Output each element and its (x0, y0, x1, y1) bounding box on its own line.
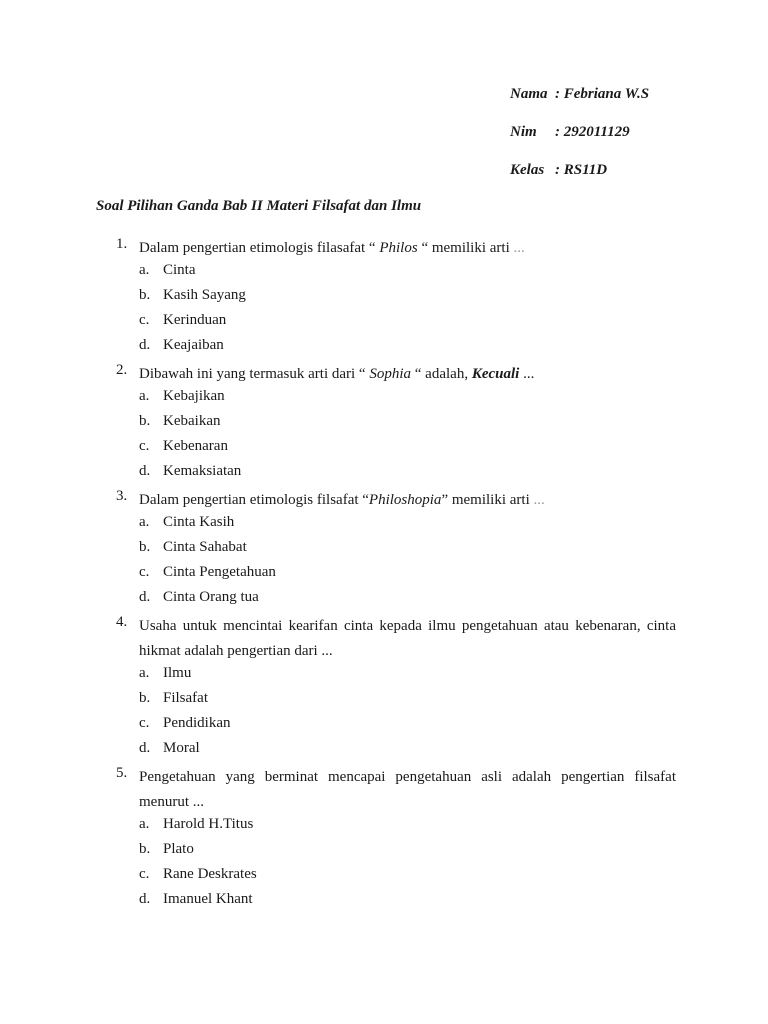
question-text (139, 765, 676, 815)
question-text-line-2: menurut ... (139, 794, 204, 810)
question-text (139, 614, 676, 664)
question-text: Dalam pengertian etimologis filsafat “Philoshopia” memiliki arti ... (139, 492, 545, 508)
document-page: Nama : Febriana W.S Nim : 292011129 Kelas : RS11D Soal Pilihan Ganda Bab II Materi Filsafat dan Ilmu 1. Dalam pengertian etimologis filasafat “ Philos “ memiliki arti ... a. Cinta b. Kasih Sayang c. Kerinduan d. Keajaiban 2. Dibawah ini yang termasuk arti dari “ Sophia “ adalah, Kecuali ... a. Kebajikan b. Kebaikan c. Kebenaran d. Kemaksiatan 3. Dalam pengertian etimologis filsafat “Philoshopia” memiliki arti ... a. Cinta Kasih b. Cinta Sahabat c. Cinta Pengetahuan d. Cinta Orang tua 4. Usaha untuk mencintai kearifan cinta kepada ilmu pengetahuan atau kebenaran, cinta hikmat adalah pengertian dari ... a. Ilmu b. Filsafat c. Pendidikan d. Moral 5. Pengetahuan yang berminat mencapai pengetahuan asli adalah pengertian filsafat menurut ... a. Harold H.Titus b. Plato c. Rane Deskrates d. Imanuel Khant (96, 86, 676, 907)
nama-label: Nama (510, 86, 548, 102)
question-text: Dalam pengertian etimologis filasafat “ Philos “ memiliki arti ... (139, 240, 525, 256)
kelas-label: Kelas (510, 162, 545, 178)
question-text-line-1: Usaha untuk mencintai kearifan cinta kepada ilmu pengetahuan atau kebenaran, cinta (139, 618, 676, 634)
question-bold-emphasis: Kecuali (471, 366, 520, 382)
question-text-line-1: Pengetahuan yang berminat mencapai pengetahuan asli adalah pengertian filsafat (139, 769, 676, 785)
question-number: 4. (116, 614, 128, 630)
question-number: 1. (116, 236, 128, 252)
question-emphasis: Philoshopia (368, 492, 442, 508)
kelas-value: : RS11D (555, 162, 608, 178)
question-text: Dibawah ini yang termasuk arti dari “ Sophia “ adalah, Kecuali ... (139, 366, 535, 382)
question-emphasis: Sophia (369, 366, 412, 382)
nama-value: : Febriana W.S (555, 86, 650, 102)
nim-label: Nim (510, 124, 537, 140)
question-number: 3. (116, 488, 128, 504)
question-text-line-2: hikmat adalah pengertian dari ... (139, 643, 333, 659)
question-number: 5. (116, 765, 128, 781)
question-number: 2. (116, 362, 128, 378)
nim-value: : 292011129 (555, 124, 630, 140)
document-title: Soal Pilihan Ganda Bab II Materi Filsafat dan Ilmu (96, 198, 422, 214)
question-emphasis: Philos (379, 240, 418, 256)
